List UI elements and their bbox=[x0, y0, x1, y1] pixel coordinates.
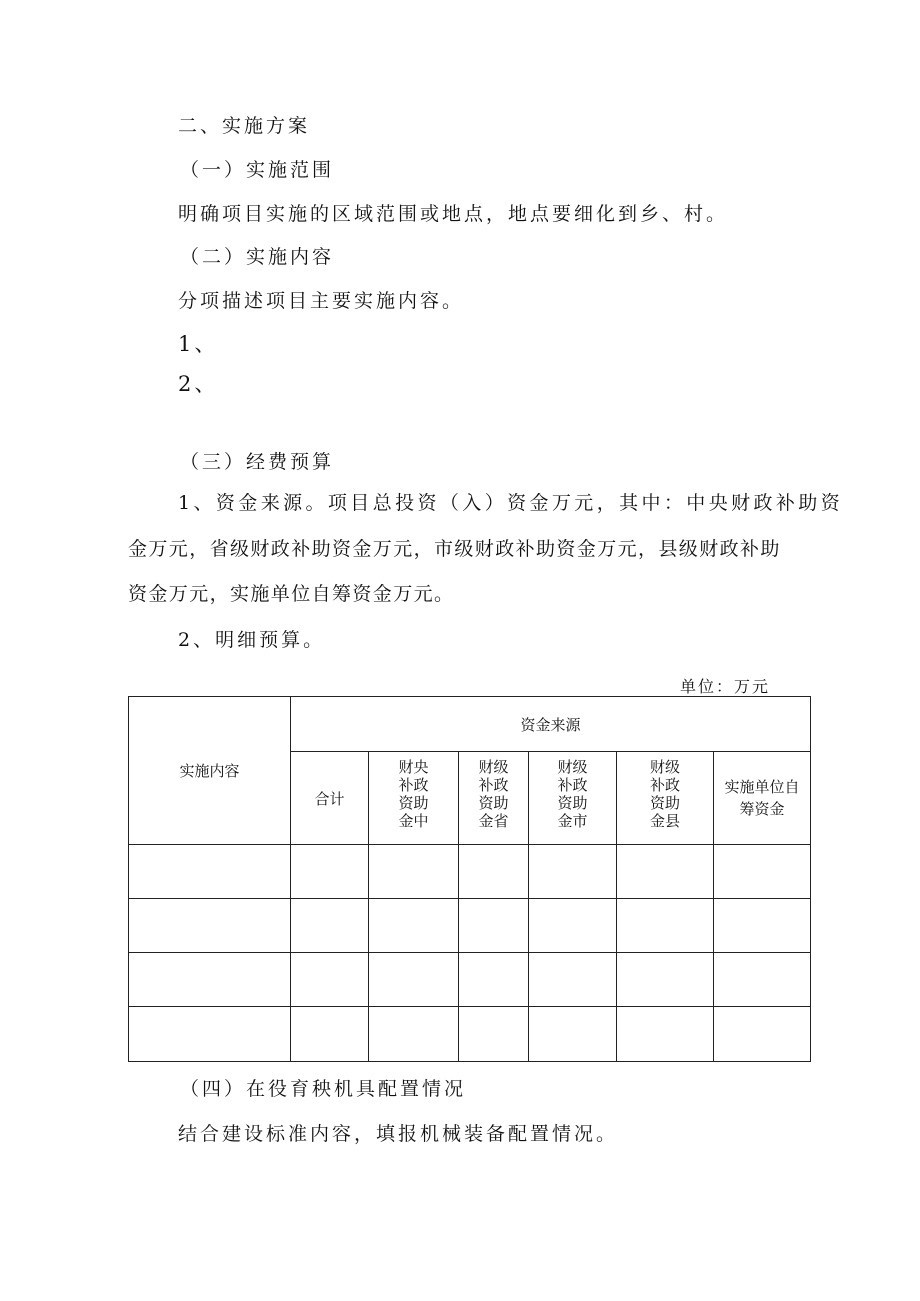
header-province-subsidy-text: 财级补政资助金省 bbox=[478, 758, 509, 830]
table-cell[interactable] bbox=[459, 953, 529, 1007]
unit-label: 单位：万元 bbox=[680, 677, 771, 696]
table-cell[interactable] bbox=[129, 1007, 291, 1062]
table-cell[interactable] bbox=[369, 1007, 459, 1062]
header-self-raised-line1: 实施单位自 bbox=[724, 778, 800, 796]
table-cell[interactable] bbox=[529, 953, 617, 1007]
table-row bbox=[129, 845, 811, 899]
table-cell[interactable] bbox=[129, 845, 291, 899]
header-county-subsidy-text: 财级补政资助金县 bbox=[649, 758, 680, 830]
subsection-title-content: （二）实施内容 bbox=[180, 246, 335, 268]
table-cell[interactable] bbox=[529, 899, 617, 953]
table-cell[interactable] bbox=[369, 845, 459, 899]
table-header-row bbox=[129, 697, 811, 752]
funding-source-line-1: 1、资金来源。项目总投资（入）资金万元，其中：中央财政补助资 bbox=[178, 492, 844, 514]
subsection-title-budget: （三）经费预算 bbox=[180, 451, 335, 473]
equipment-description: 结合建设标准内容，填报机械装备配置情况。 bbox=[178, 1123, 619, 1145]
table-cell[interactable] bbox=[369, 899, 459, 953]
header-city-subsidy bbox=[529, 752, 617, 845]
table-cell[interactable] bbox=[129, 899, 291, 953]
header-implementation-content: 实施内容 bbox=[129, 697, 291, 845]
table-cell[interactable] bbox=[714, 953, 811, 1007]
table-cell[interactable] bbox=[714, 845, 811, 899]
table-cell[interactable] bbox=[291, 1007, 369, 1062]
table-cell[interactable] bbox=[617, 953, 714, 1007]
table-cell[interactable] bbox=[459, 899, 529, 953]
table-cell[interactable] bbox=[529, 1007, 617, 1062]
header-central-subsidy-text: 财央补政资助金中 bbox=[398, 758, 429, 830]
header-self-raised-line2: 筹资金 bbox=[739, 800, 785, 818]
table-cell[interactable] bbox=[369, 953, 459, 1007]
header-total: 合计 bbox=[291, 752, 369, 845]
table-cell[interactable] bbox=[459, 1007, 529, 1062]
table-cell[interactable] bbox=[617, 1007, 714, 1062]
table-cell[interactable] bbox=[529, 845, 617, 899]
table-cell[interactable] bbox=[291, 953, 369, 1007]
subsection-title-scope: （一）实施范围 bbox=[180, 159, 335, 181]
table-cell[interactable] bbox=[617, 845, 714, 899]
content-item-1: 1、 bbox=[178, 332, 219, 356]
funding-source-line-2: 金万元，省级财政补助资金万元，市级财政补助资金万元，县级财政补助 bbox=[128, 538, 781, 560]
header-province-subsidy bbox=[459, 752, 529, 845]
header-self-raised bbox=[714, 752, 811, 845]
detailed-budget-title: 2、明细预算。 bbox=[178, 629, 326, 651]
table-row bbox=[129, 899, 811, 953]
table-cell[interactable] bbox=[714, 1007, 811, 1062]
table-cell[interactable] bbox=[459, 845, 529, 899]
budget-table bbox=[128, 696, 811, 1062]
scope-description: 明确项目实施的区域范围或地点，地点要细化到乡、村。 bbox=[178, 203, 729, 225]
table-row bbox=[129, 1007, 811, 1062]
header-city-subsidy-text: 财级补政资助金市 bbox=[557, 758, 588, 830]
header-central-subsidy bbox=[369, 752, 459, 845]
table-cell[interactable] bbox=[617, 899, 714, 953]
header-county-subsidy bbox=[617, 752, 714, 845]
content-description: 分项描述项目主要实施内容。 bbox=[178, 290, 465, 312]
content-item-2: 2、 bbox=[178, 372, 219, 396]
table-row bbox=[129, 953, 811, 1007]
table-cell[interactable] bbox=[291, 899, 369, 953]
table-cell[interactable] bbox=[714, 899, 811, 953]
table-cell[interactable] bbox=[291, 845, 369, 899]
table-cell[interactable] bbox=[129, 953, 291, 1007]
subsection-title-equipment: （四）在役育秧机具配置情况 bbox=[180, 1078, 467, 1100]
funding-source-line-3: 资金万元，实施单位自筹资金万元。 bbox=[128, 583, 455, 605]
section-title: 二、实施方案 bbox=[178, 115, 311, 137]
header-fund-source: 资金来源 bbox=[291, 697, 811, 752]
